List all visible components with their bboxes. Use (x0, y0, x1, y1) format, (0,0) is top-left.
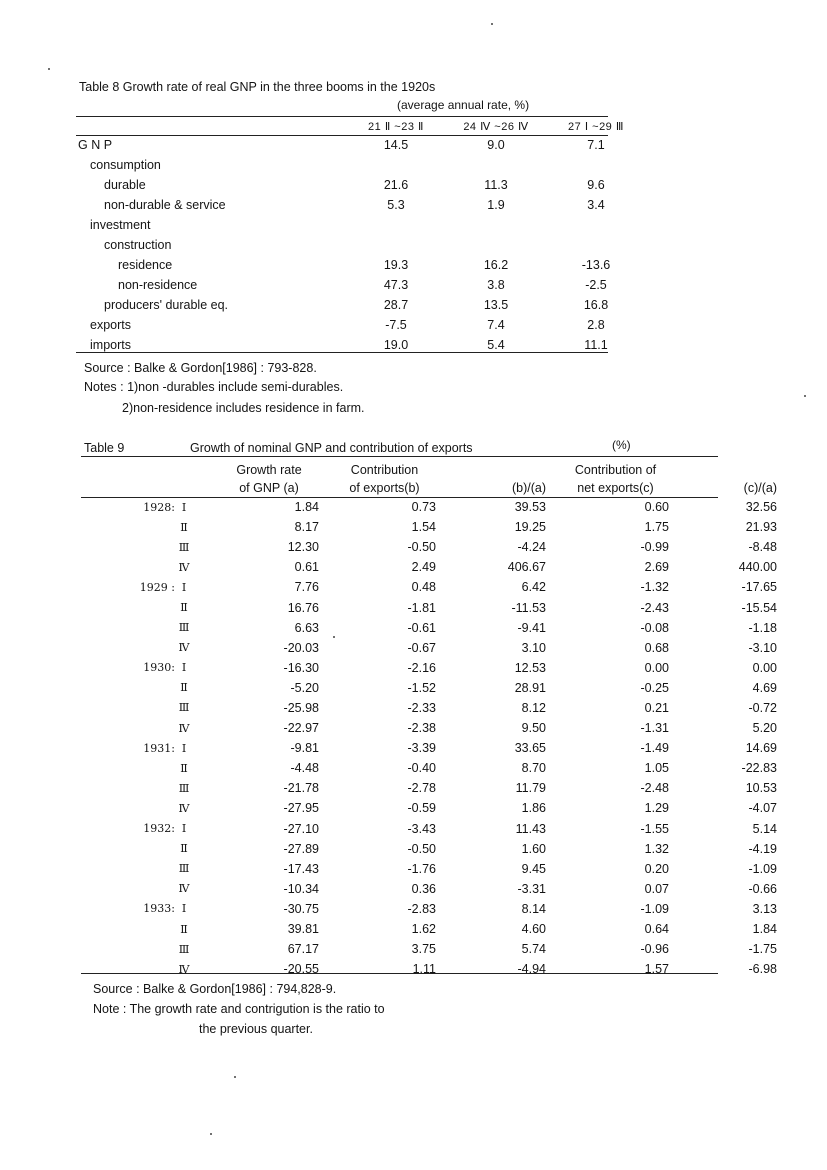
cell: 3.13 (752, 901, 777, 916)
cell: -0.67 (407, 640, 436, 655)
cell: 9.6 (587, 178, 605, 192)
quarter-label: Ⅲ (178, 942, 190, 956)
cell: 1.9 (487, 198, 505, 212)
cell: 19.25 (514, 520, 546, 535)
table8-unit: (average annual rate, %) (397, 98, 530, 112)
cell: -2.83 (407, 901, 436, 916)
header-net-exports-line1: Contribution of (574, 463, 657, 477)
cell: 9.45 (521, 861, 546, 876)
cell: -1.52 (407, 680, 436, 695)
cell: 7.1 (587, 138, 605, 152)
cell: 0.21 (644, 700, 669, 715)
table9-title: Table 9 (84, 441, 125, 455)
cell: 11.1 (584, 338, 608, 352)
cell: -0.08 (640, 620, 669, 635)
table9-unit: (%) (612, 438, 631, 452)
cell: 12.30 (287, 540, 319, 555)
cell: 1.11 (412, 962, 436, 977)
cell: 1.84 (294, 500, 319, 515)
table8-col-header: 24 Ⅳ ~26 Ⅳ (463, 120, 529, 133)
row-label: consumption (90, 158, 161, 172)
cell: 8.17 (294, 520, 319, 535)
cell: -21.78 (283, 781, 319, 796)
cell: 7.4 (487, 318, 505, 332)
cell: 3.75 (411, 942, 436, 957)
table8-col-header: 27 Ⅰ ~29 Ⅲ (568, 120, 624, 133)
cell: 19.3 (383, 258, 409, 272)
table9-row (81, 638, 777, 658)
cell: 14.69 (745, 741, 777, 756)
table9-row (81, 597, 777, 617)
table9-row (81, 517, 777, 537)
row-label: G N P (78, 138, 113, 152)
cell: 1.86 (521, 801, 546, 816)
cell: 16.76 (287, 600, 319, 615)
row-label: residence (118, 258, 173, 272)
cell: -1.76 (407, 861, 436, 876)
table9-row (81, 537, 777, 557)
cell: 47.3 (383, 278, 409, 292)
cell: -13.6 (581, 258, 611, 272)
cell: 10.53 (745, 781, 777, 796)
cell: -0.66 (748, 881, 777, 896)
cell: -2.78 (407, 781, 436, 796)
table9-row (81, 678, 777, 698)
table8 (78, 117, 646, 355)
cell: 21.93 (745, 520, 777, 535)
table9-row (81, 618, 777, 638)
cell: 33.65 (514, 741, 546, 756)
scan-speck (48, 68, 50, 70)
cell: -25.98 (283, 700, 319, 715)
table9-row (81, 859, 777, 879)
table8-source: Source : Balke & Gordon[1986] : 793-828. (84, 361, 317, 375)
cell: -1.75 (748, 942, 777, 957)
table9-row (81, 497, 777, 517)
cell: 14.5 (383, 138, 409, 152)
header-growth-line1: Growth rate (236, 463, 302, 477)
cell: 406.67 (507, 560, 546, 575)
table9-source: Source : Balke & Gordon[1986] : 794,828-9. (93, 982, 337, 996)
cell: -0.61 (407, 620, 436, 635)
year-label: 1928: (143, 500, 175, 514)
cell: -8.48 (748, 540, 777, 555)
cell: 2.49 (411, 560, 436, 575)
table9-row (81, 899, 777, 919)
table8-row (78, 135, 646, 155)
row-label: exports (90, 318, 131, 332)
row-label: producers' durable eq. (104, 298, 228, 312)
cell: -1.09 (640, 901, 669, 916)
cell: 11.3 (484, 178, 508, 192)
quarter-label: Ⅰ (181, 902, 187, 916)
cell: 28.7 (383, 298, 409, 312)
cell: -4.94 (517, 962, 546, 977)
cell: -0.96 (640, 942, 669, 957)
cell: -1.81 (407, 600, 436, 615)
table9-row (81, 758, 777, 778)
table8-row (78, 195, 646, 215)
year-label: 1933: (143, 902, 175, 916)
table8-row (78, 235, 646, 255)
table9-row (81, 718, 777, 738)
cell: -4.19 (748, 841, 777, 856)
quarter-label: Ⅱ (180, 681, 188, 695)
cell: -2.48 (640, 781, 669, 796)
cell: 0.00 (644, 660, 669, 675)
table9 (81, 457, 777, 979)
cell: -2.16 (407, 660, 436, 675)
table9-row (81, 919, 777, 939)
table9-note-1: Note : The growth rate and contrigution is the ratio to (93, 1002, 385, 1016)
cell: 1.84 (752, 922, 777, 937)
cell: -17.65 (741, 580, 777, 595)
table8-row (78, 275, 646, 295)
cell: -20.55 (283, 962, 319, 977)
table8-row (78, 255, 646, 275)
cell: 67.17 (287, 942, 319, 957)
cell: -27.95 (283, 801, 319, 816)
cell: 4.69 (752, 680, 777, 695)
table9-row (81, 959, 777, 979)
cell: -3.10 (748, 640, 777, 655)
cell: -1.31 (640, 721, 669, 736)
row-label: durable (104, 178, 146, 192)
header-ba: (b)/(a) (511, 481, 546, 495)
quarter-label: Ⅱ (180, 842, 188, 856)
cell: -27.10 (283, 821, 319, 836)
cell: 5.14 (752, 821, 777, 836)
cell: 12.53 (514, 660, 546, 675)
cell: 1.32 (644, 841, 669, 856)
year-label: 1930: (143, 661, 175, 675)
scan-speck (333, 636, 335, 638)
quarter-label: Ⅰ (181, 741, 187, 755)
cell: -17.43 (283, 861, 319, 876)
cell: 1.75 (644, 520, 669, 535)
cell: -22.83 (741, 761, 777, 776)
table9-row (81, 798, 777, 818)
cell: 3.4 (587, 198, 605, 212)
cell: 0.07 (644, 881, 669, 896)
cell: 28.91 (514, 680, 546, 695)
cell: 16.8 (583, 298, 609, 312)
cell: 8.12 (521, 700, 546, 715)
quarter-label: Ⅰ (181, 661, 187, 675)
cell: 11.79 (515, 781, 546, 796)
cell: 5.3 (387, 198, 405, 212)
scan-speck (491, 23, 493, 25)
cell: -4.48 (290, 761, 319, 776)
cell: 8.14 (521, 901, 546, 916)
cell: -15.54 (741, 600, 777, 615)
cell: -1.49 (640, 741, 669, 756)
cell: 1.54 (411, 520, 436, 535)
table9-row (81, 698, 777, 718)
cell: -0.25 (640, 680, 669, 695)
cell: -16.30 (283, 660, 319, 675)
cell: -11.53 (511, 600, 546, 615)
quarter-label: Ⅲ (178, 540, 190, 554)
header-growth-line2: of GNP (a) (239, 481, 299, 495)
table8-row (78, 295, 646, 315)
quarter-label: Ⅱ (180, 520, 188, 534)
scan-speck (210, 1133, 212, 1135)
table9-heading: Growth of nominal GNP and contribution of exports (190, 441, 473, 455)
quarter-label: Ⅰ (181, 580, 187, 594)
cell: -1.32 (640, 580, 669, 595)
quarter-label: Ⅲ (178, 862, 190, 876)
cell: 1.62 (411, 922, 436, 937)
header-net-exports-line2: net exports(c) (577, 481, 654, 495)
quarter-label: Ⅲ (178, 781, 190, 795)
cell: -2.43 (640, 600, 669, 615)
table8-header-row (78, 117, 646, 135)
cell: 13.5 (483, 298, 509, 312)
cell: -0.40 (407, 761, 436, 776)
cell: 0.73 (411, 500, 436, 515)
cell: -5.20 (290, 680, 319, 695)
table8-row (78, 215, 646, 235)
cell: -30.75 (283, 901, 319, 916)
cell: 8.70 (521, 761, 546, 776)
cell: -27.89 (283, 841, 319, 856)
row-label: non-durable & service (104, 198, 226, 212)
cell: -2.5 (585, 278, 607, 292)
cell: 5.20 (752, 721, 777, 736)
table9-note-2: the previous quarter. (199, 1022, 313, 1036)
table8-title: Table 8 Growth rate of real GNP in the three booms in the 1920s (79, 80, 436, 94)
cell: 39.81 (287, 922, 319, 937)
table9-row (81, 879, 777, 899)
header-exports-line2: of exports(b) (349, 481, 420, 495)
table8-note-1: Notes : 1)non -durables include semi-durables. (84, 380, 344, 394)
quarter-label: Ⅰ (181, 822, 187, 836)
table9-row (81, 738, 777, 758)
cell: -3.31 (517, 881, 546, 896)
table8-col-header: 21 Ⅱ ~23 Ⅱ (368, 120, 424, 133)
table9-row (81, 577, 777, 597)
cell: 5.4 (487, 338, 505, 352)
cell: -7.5 (385, 318, 407, 332)
cell: -6.98 (748, 962, 777, 977)
quarter-label: Ⅲ (178, 621, 190, 635)
header-ca: (c)/(a) (743, 481, 777, 495)
table9-row (81, 557, 777, 577)
header-exports-line1: Contribution (350, 463, 419, 477)
cell: 0.61 (294, 560, 319, 575)
cell: -3.39 (407, 741, 436, 756)
table8-bottom-rule (76, 352, 608, 353)
cell: -0.50 (407, 841, 436, 856)
cell: 0.68 (644, 640, 669, 655)
year-label: 1932: (143, 822, 175, 836)
cell: -22.97 (283, 721, 319, 736)
cell: 39.53 (514, 500, 546, 515)
table9-row (81, 778, 777, 798)
cell: 1.29 (644, 801, 669, 816)
quarter-label: Ⅳ (178, 962, 190, 976)
row-label: investment (90, 218, 151, 232)
cell: -3.43 (407, 821, 436, 836)
table9-row (81, 939, 777, 959)
cell: 0.20 (644, 861, 669, 876)
quarter-label: Ⅱ (180, 761, 188, 775)
cell: 7.76 (294, 580, 319, 595)
table9-bottom-rule (81, 973, 718, 974)
cell: 9.0 (487, 138, 505, 152)
cell: -20.03 (283, 640, 319, 655)
cell: 6.63 (294, 620, 319, 635)
cell: 440.00 (738, 560, 777, 575)
table9-row (81, 819, 777, 839)
cell: 0.64 (644, 922, 669, 937)
cell: -0.59 (407, 801, 436, 816)
table9-header-row (81, 457, 777, 497)
cell: 5.74 (521, 942, 546, 957)
cell: 1.60 (521, 841, 546, 856)
cell: 0.48 (411, 580, 436, 595)
scan-speck (234, 1076, 236, 1078)
quarter-label: Ⅳ (178, 882, 190, 896)
cell: 0.36 (411, 881, 436, 896)
row-label: construction (104, 238, 172, 252)
row-label: non-residence (118, 278, 198, 292)
cell: -9.81 (290, 741, 319, 756)
cell: -0.50 (407, 540, 436, 555)
cell: -2.38 (407, 721, 436, 736)
cell: 32.56 (745, 500, 777, 515)
scan-speck (804, 395, 806, 397)
table9-header-rule (81, 497, 718, 498)
cell: -0.72 (748, 700, 777, 715)
quarter-label: Ⅱ (180, 922, 188, 936)
table8-row (78, 155, 646, 175)
cell: 9.50 (521, 721, 546, 736)
quarter-label: Ⅳ (178, 801, 190, 815)
cell: 16.2 (483, 258, 509, 272)
table8-row (78, 315, 646, 335)
cell: -2.33 (407, 700, 436, 715)
quarter-label: Ⅰ (181, 500, 187, 514)
cell: 4.60 (521, 922, 546, 937)
cell: 1.05 (644, 761, 669, 776)
cell: 19.0 (383, 338, 409, 352)
cell: -0.99 (640, 540, 669, 555)
year-label: 1931: (143, 741, 175, 755)
cell: -1.18 (748, 620, 777, 635)
quarter-label: Ⅳ (178, 560, 190, 574)
quarter-label: Ⅱ (180, 601, 188, 615)
cell: 1.57 (644, 962, 669, 977)
row-label: imports (90, 338, 131, 352)
year-label: 1929 : (139, 580, 175, 594)
table9-body (81, 497, 777, 979)
cell: 21.6 (383, 178, 409, 192)
cell: -1.09 (748, 861, 777, 876)
table9-row (81, 839, 777, 859)
cell: -1.55 (640, 821, 669, 836)
quarter-label: Ⅳ (178, 641, 190, 655)
cell: -9.41 (517, 620, 546, 635)
cell: 2.8 (587, 318, 605, 332)
quarter-label: Ⅲ (178, 701, 190, 715)
quarter-label: Ⅳ (178, 721, 190, 735)
cell: -10.34 (283, 881, 319, 896)
cell: 0.00 (752, 660, 777, 675)
cell: -4.24 (517, 540, 546, 555)
cell: 11.43 (515, 821, 546, 836)
cell: 6.42 (521, 580, 546, 595)
table8-row (78, 175, 646, 195)
cell: 3.8 (487, 278, 505, 292)
cell: 0.60 (644, 500, 669, 515)
table9-row (81, 658, 777, 678)
cell: 2.69 (644, 560, 669, 575)
table8-note-2: 2)non-residence includes residence in farm. (122, 401, 365, 415)
cell: -4.07 (748, 801, 777, 816)
cell: 3.10 (521, 640, 546, 655)
